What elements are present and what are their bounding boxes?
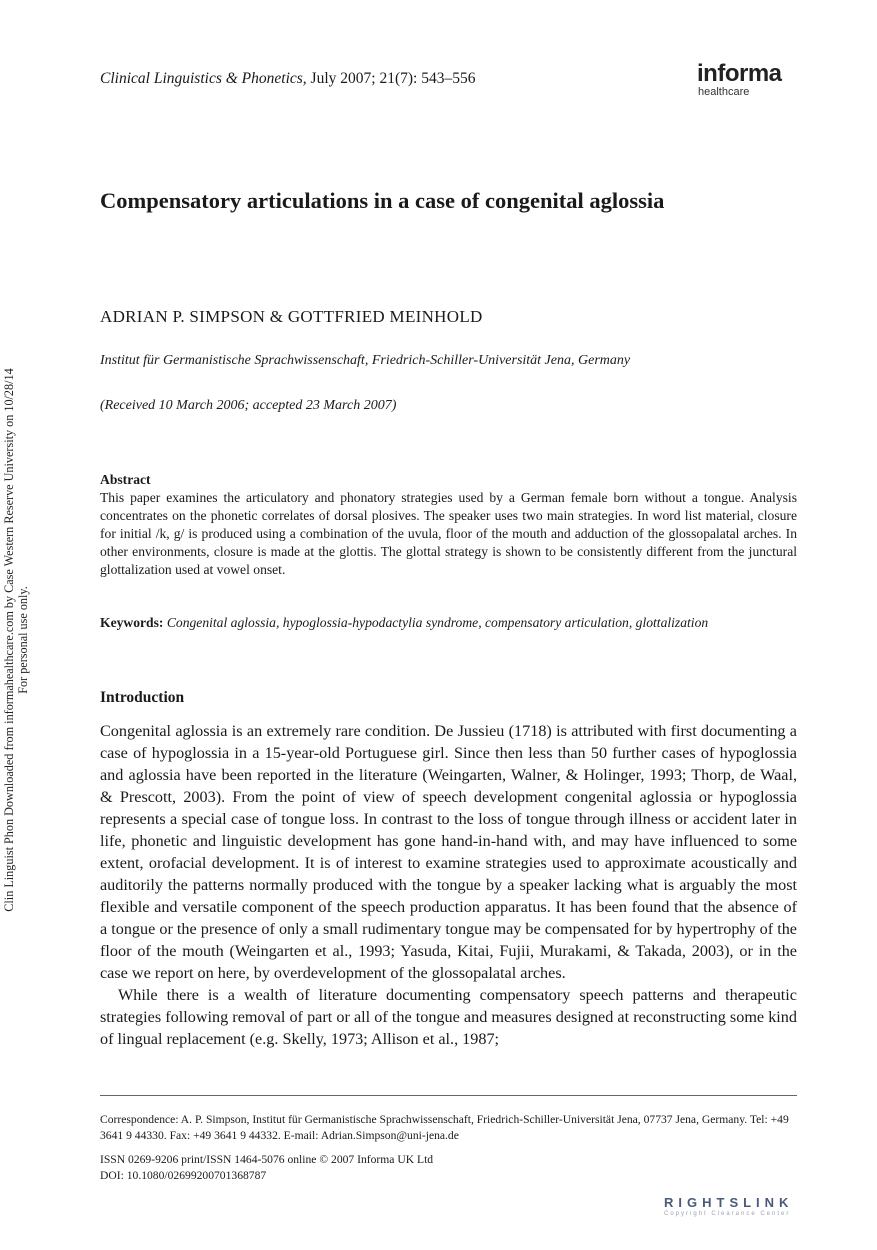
introduction-paragraph-2: While there is a wealth of literature documenting compensatory speech patterns and therapeutic strategies following removal of part or all of the tongue and measures designed at reconstructing some kind of lingual replacement (e.g. Skelly, 1973; Allison et al., 1987;: [100, 986, 797, 1048]
download-watermark: [2, 300, 32, 980]
article-title: Compensatory articulations in a case of congenital aglossia: [100, 188, 665, 213]
introduction-heading: Introduction: [100, 689, 185, 706]
introduction-body: [100, 720, 797, 1050]
rightslink-logo[interactable]: [664, 1195, 862, 1221]
journal-issue: July 2007; 21(7): 543–556: [306, 70, 476, 87]
publisher-logo-sub: healthcare: [698, 86, 750, 98]
article-authors: ADRIAN P. SIMPSON & GOTTFRIED MEINHOLD: [100, 307, 483, 326]
issn-line: ISSN 0269-9206 print/ISSN 1464-5076 online © 2007 Informa UK Ltd: [100, 1153, 434, 1166]
rightslink-sub: Copyright Clearance Center: [664, 1211, 791, 1217]
publisher-logo: [697, 62, 807, 98]
doi-line: DOI: 10.1080/02699200701368787: [100, 1169, 267, 1182]
rightslink-name: RIGHTSLINK: [664, 1195, 794, 1210]
publisher-logo-name: informa: [697, 60, 782, 87]
publication-info: [100, 1152, 797, 1184]
footnote-divider: [100, 1095, 797, 1096]
keywords-text: Congenital aglossia, hypoglossia-hypodactylia syndrome, compensatory articulation, glottalization: [163, 615, 709, 630]
correspondence-note: Correspondence: A. P. Simpson, Institut für Germanistische Sprachwissenschaft, Friedrich-Schiller-Universität Jena, 07737 Jena, Germany. Tel: +49 3641 9 44330. Fax: +49 3641 9 44332. E-mail: Adrian.Simpson@uni-jena.de: [100, 1113, 789, 1142]
abstract-heading: Abstract: [100, 472, 151, 487]
introduction-paragraph-1: Congenital aglossia is an extremely rare condition. De Jussieu (1718) is attributed with first documenting a case of hypoglossia in a 15-year-old Portuguese girl. Since then less than 50 further cases of hypoglossia and aglossia have been reported in the literature (Weingarten, Walner, & Holinger, 1993; Thorp, de Waal, & Prescott, 2003). From the point of view of speech development congenital aglossia or hypoglossia represents a special case of tongue loss. In contrast to the loss of tongue through illness or accident later in life, phonetic and linguistic development has gone hand-in-hand with, and may have influenced to some extent, orofacial development. It is of interest to examine strategies used to approximate acoustically and auditorily the patterns normally produced with the tongue by a speaker lacking what is arguably the most flexible and versatile component of the speech production apparatus. It has been found that the absence of a tongue or the presence of only a small rudimentary tongue may be compensated for by hypertrophy of the floor of the mouth (Weingarten et al., 1993; Yasuda, Kitai, Fujii, Murakami, & Takada, 2003), or in the case we report on here, by overdevelopment of the glossopalatal arches.: [100, 722, 797, 982]
keywords-label: Keywords:: [100, 615, 164, 630]
watermark-line-1: Clin Linguist Phon Downloaded from informahealthcare.com by Case Western Reserve University on 10/28/14: [2, 368, 16, 912]
journal-name: Clinical Linguistics & Phonetics,: [100, 70, 307, 87]
abstract-section: [100, 471, 797, 579]
journal-citation: [100, 70, 475, 88]
article-dates: (Received 10 March 2006; accepted 23 March 2007): [100, 398, 397, 413]
article-affiliation: Institut für Germanistische Sprachwissenschaft, Friedrich-Schiller-Universität Jena, Germany: [100, 353, 631, 368]
watermark-line-2: For personal use only.: [16, 586, 30, 694]
abstract-text: This paper examines the articulatory and phonatory strategies used by a German female born without a tongue. Analysis concentrates on the phonetic correlates of dorsal plosives. The speaker uses two main strategies. In word list material, closure for initial /k, g/ is produced using a combination of the uvula, floor of the mouth and adduction of the glossopalatal arches. In other environments, closure is made at the glottis. The glottal strategy is shown to be consistently different from the junctural glottalization used at vowel onset.: [100, 490, 797, 577]
keywords-section: [100, 614, 797, 632]
